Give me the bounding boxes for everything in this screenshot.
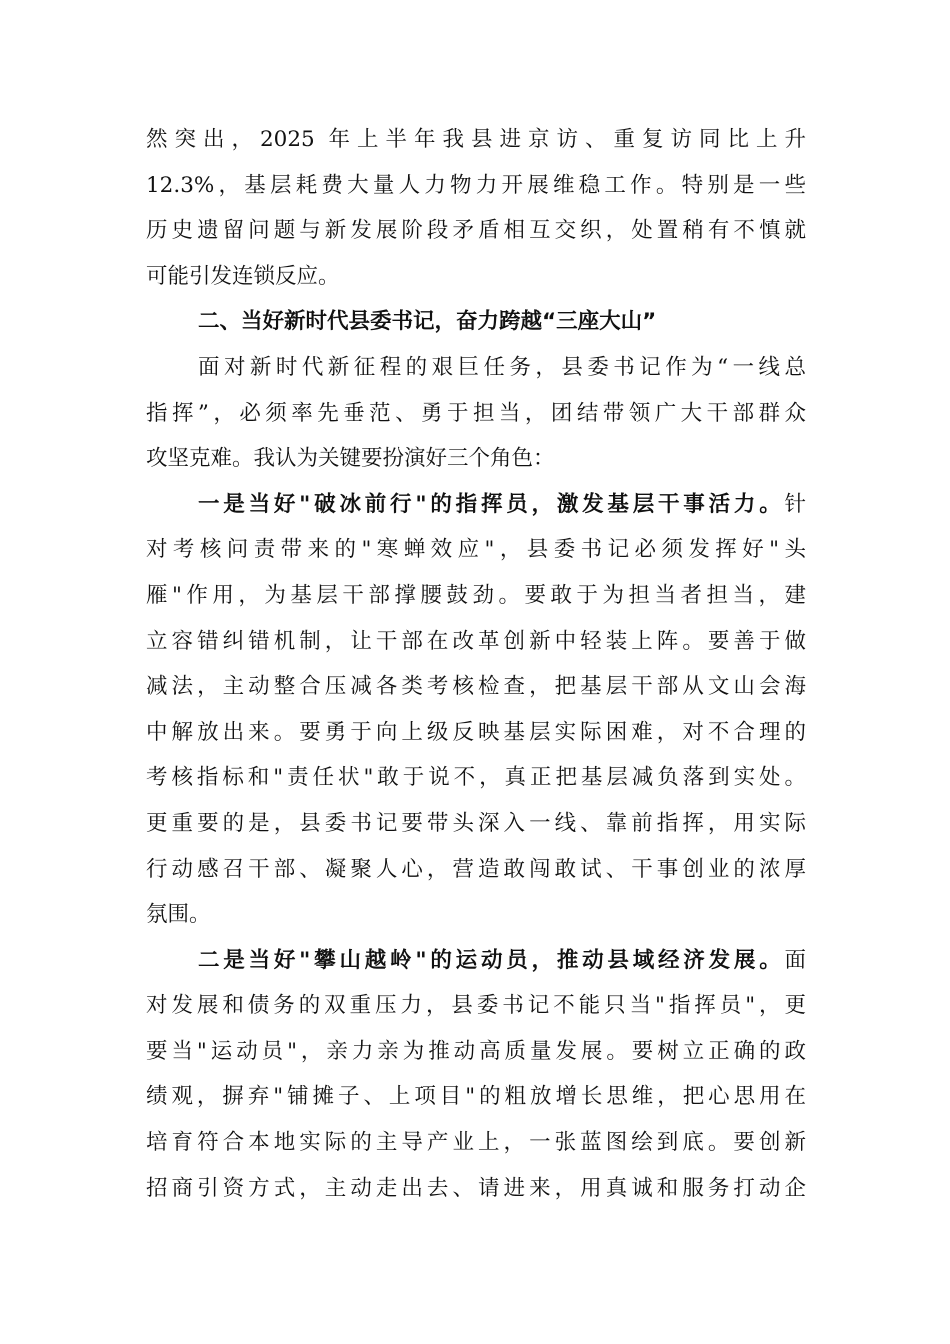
paragraph-line: 减法，主动整合压减各类考核检查，把基层干部从文山会海 [146,674,806,700]
paragraph-line: 然突出，2025 年上半年我县进京访、重复访同比上升 [146,127,806,152]
paragraph-line: 面对新时代新征程的艰巨任务，县委书记作为“一线总 [198,354,806,380]
paragraph-line: 更重要的是，县委书记要带头深入一线、靠前指挥，用实际 [146,810,806,836]
paragraph-line: 考核指标和"责任状"敢于说不，真正把基层减负落到实处。 [146,765,806,791]
body-text [146,117,806,1211]
paragraph-line: 招商引资方式，主动走出去、请进来，用真诚和服务打动企 [146,1175,806,1201]
lead-line-rest: 面 [784,947,806,973]
paragraph-first-line [146,482,806,528]
paragraph-line: 行动感召干部、凝聚人心，营造敢闯敢试、干事创业的浓厚 [146,856,806,882]
paragraph-line: 培育符合本地实际的主导产业上，一张蓝图绘到底。要创新 [146,1130,806,1156]
paragraph-line: 要当"运动员"，亲力亲为推动高质量发展。要树立正确的政 [146,1038,806,1064]
paragraph-line: 12.3%，基层耗费大量人力物力开展维稳工作。特别是一些 [146,172,806,198]
paragraph-first-line [146,938,806,984]
lead-sentence-bold: 一是当好"破冰前行"的指挥员，激发基层干事活力。 [198,491,785,517]
paragraph-line: 绩观，摒弃"铺摊子、上项目"的粗放增长思维，把心思用在 [146,1084,806,1110]
paragraph-line: 攻坚克难。我认为关键要扮演好三个角色： [146,446,555,472]
paragraph-line: 对发展和债务的双重压力，县委书记不能只当"指挥员"，更 [146,993,806,1019]
lead-sentence-bold: 二是当好"攀山越岭"的运动员，推动县域经济发展。 [198,947,785,973]
paragraph-line: 雁"作用，为基层干部撑腰鼓劲。要敢于为担当者担当，建 [146,582,806,608]
paragraph-line: 指挥”，必须率先垂范、勇于担当，团结带领广大干部群众 [146,400,806,426]
paragraph-line: 中解放出来。要勇于向上级反映基层实际困难，对不合理的 [146,719,806,745]
paragraph-line: 历史遗留问题与新发展阶段矛盾相互交织，处置稍有不慎就 [146,218,806,244]
section-heading: 二、当好新时代县委书记，奋力跨越“三座大山” [198,309,657,335]
lead-line-rest: 针 [784,491,806,517]
paragraph-line: 对考核问责带来的"寒蝉效应"，县委书记必须发挥好"头 [146,537,806,563]
paragraph-line: 可能引发连锁反应。 [146,263,340,289]
paragraph-line: 氛围。 [146,902,211,928]
paragraph-line: 立容错纠错机制，让干部在改革创新中轻装上阵。要善于做 [146,628,806,654]
